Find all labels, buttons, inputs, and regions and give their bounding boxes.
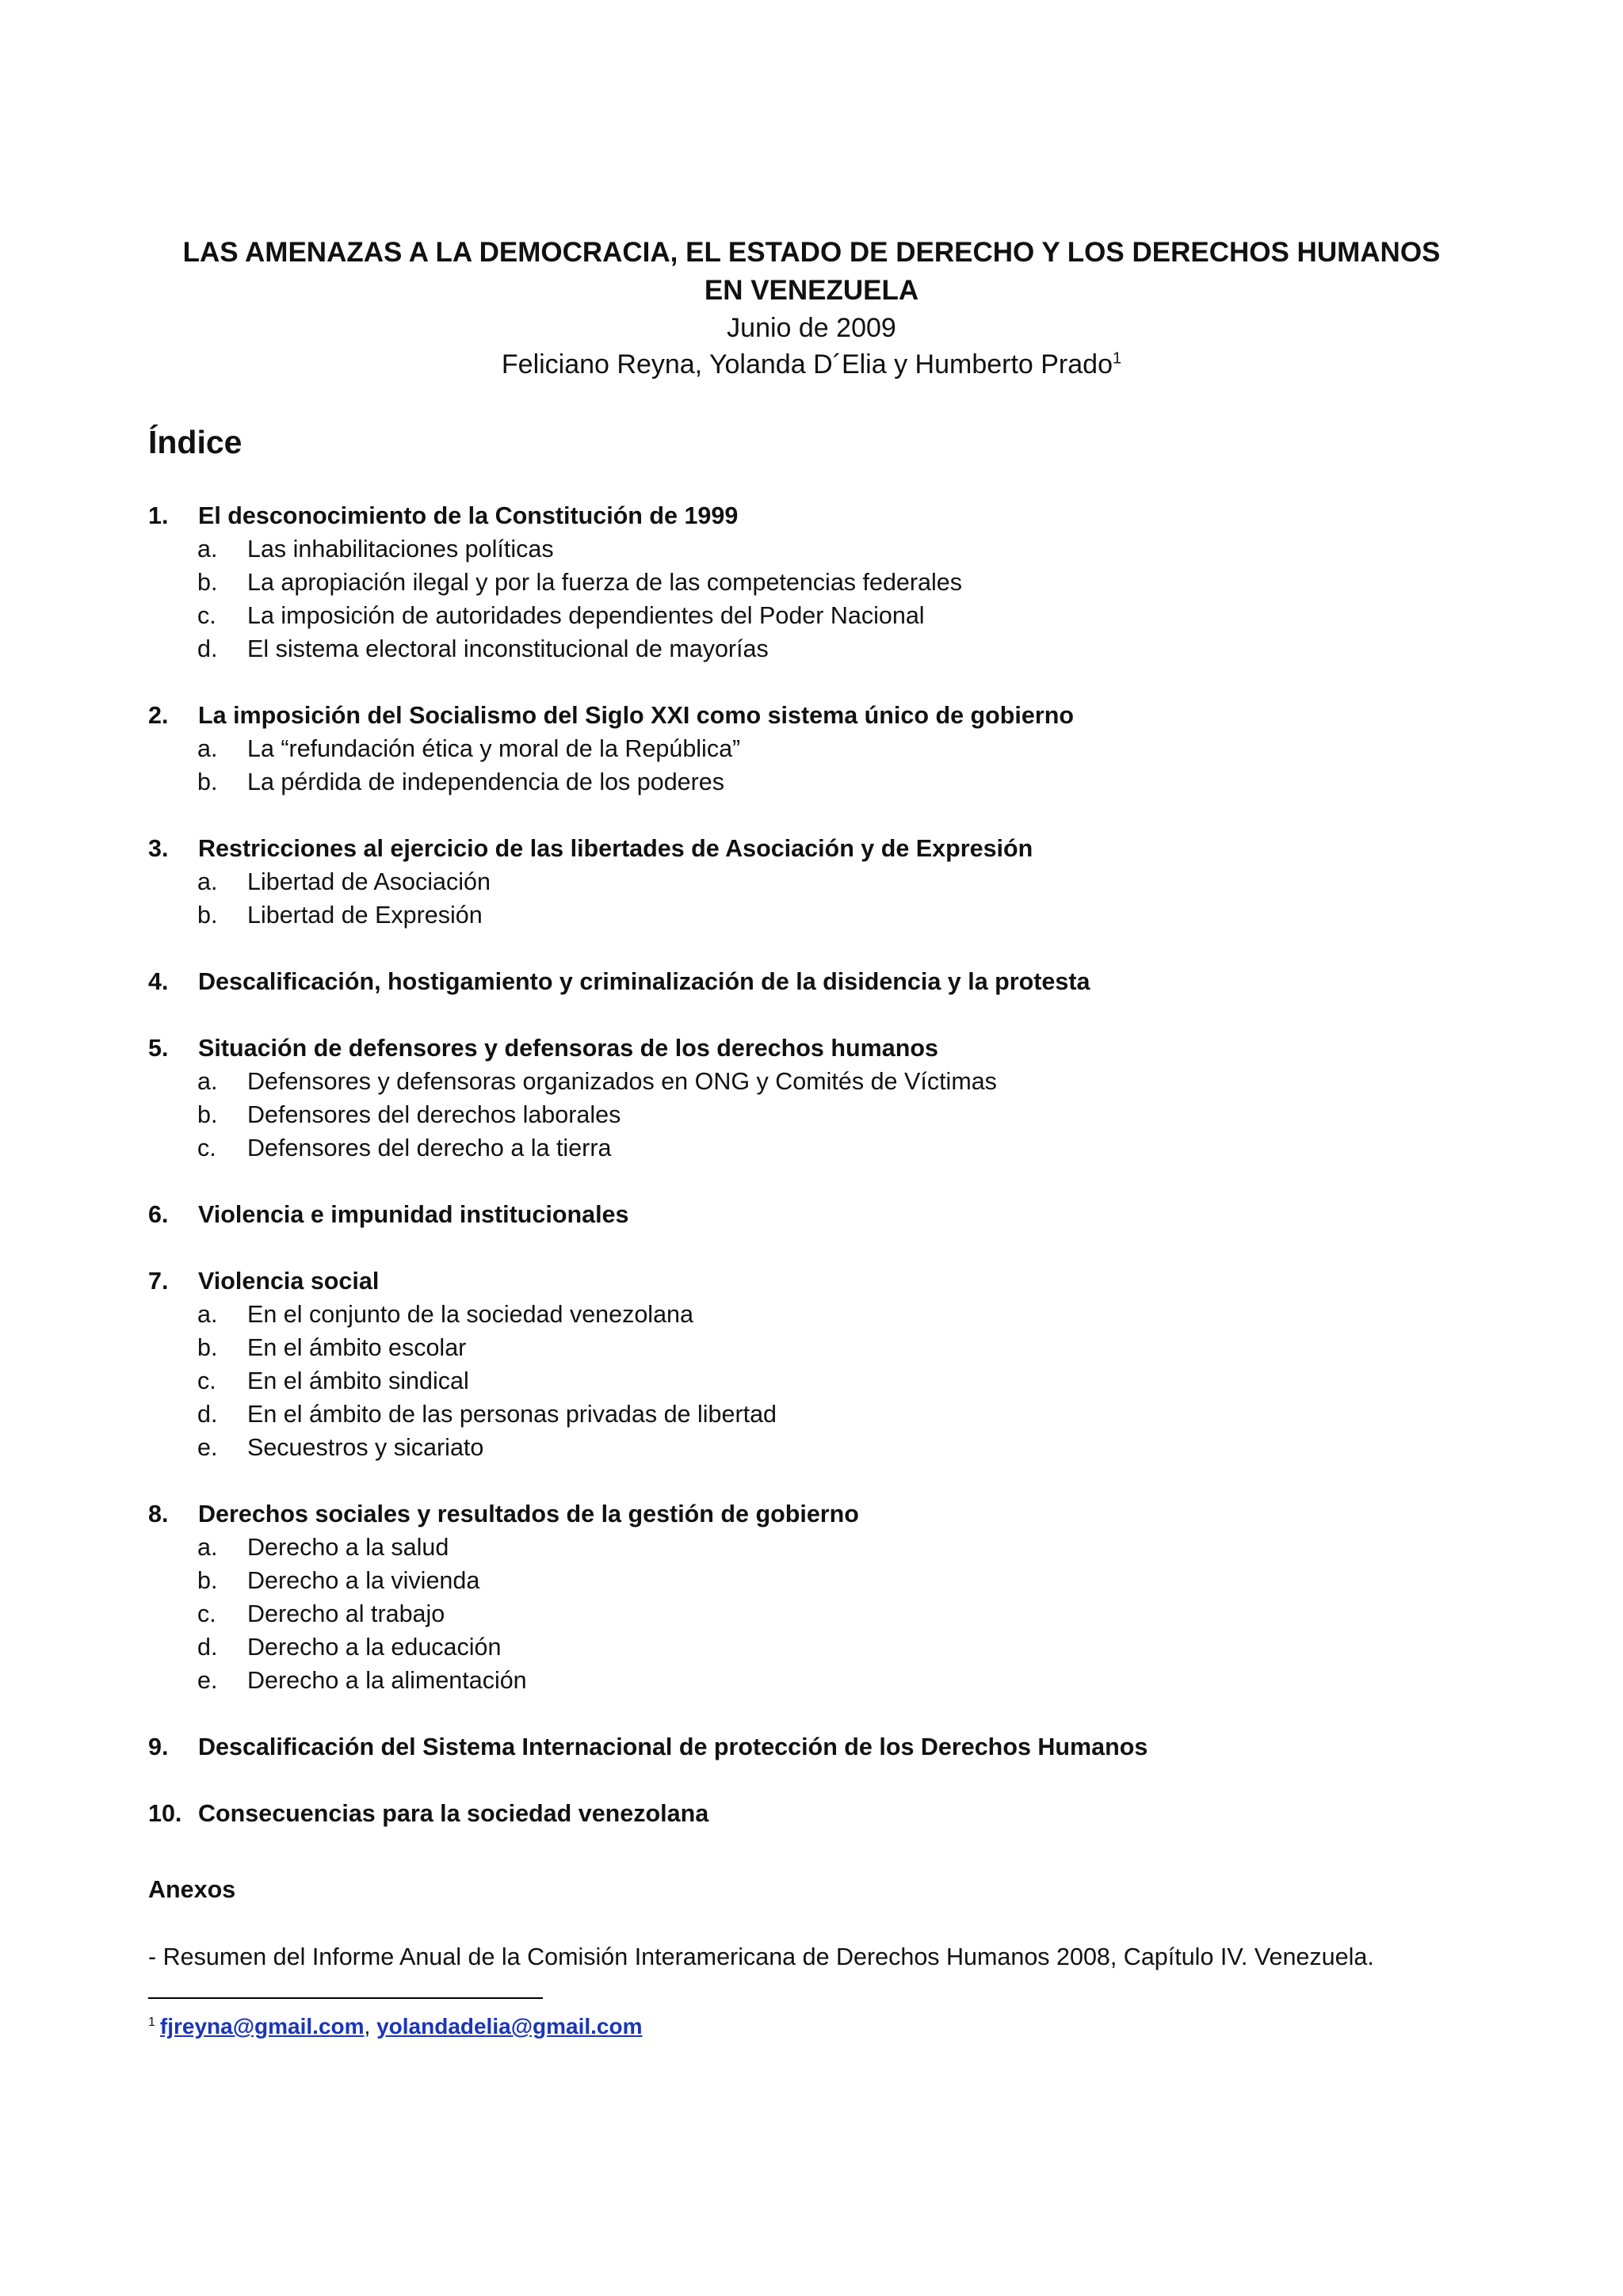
footnote [148,2012,642,2041]
footnote-mark: 1 [148,2015,155,2029]
toc-subitem-letter: d. [197,1634,218,1661]
toc-subitem[interactable] [148,1098,1495,1131]
toc-subitem[interactable] [148,1664,1495,1697]
anexos-heading: Anexos [148,1876,236,1903]
toc-subitem[interactable] [148,1398,1495,1431]
toc-subitem[interactable] [148,865,1495,898]
toc-item[interactable] [148,1797,1495,1830]
toc-section [148,1730,1495,1764]
anexo-item: - Resumen del Informe Anual de la Comisión Interamericana de Derechos Humanos 2008, Capítulo IV. Venezuela. [148,1943,1374,1970]
toc-subitem-text: Defensores y defensoras organizados en ONG y Comités de Víctimas [247,1068,997,1095]
toc-subitem-letter: c. [197,602,216,629]
toc-item-number: 2. [148,702,169,729]
toc-item-title: La imposición del Socialismo del Siglo XXI como sistema único de gobierno [198,702,1074,729]
toc-subitem-letter: a. [197,1068,218,1095]
toc-subitem-text: Las inhabilitaciones políticas [247,536,554,563]
document-title-line1: LAS AMENAZAS A LA DEMOCRACIA, EL ESTADO DE DERECHO Y LOS DERECHOS HUMANOS [182,237,1441,268]
toc-subitem-letter: b. [197,569,218,596]
toc-item-number: 7. [148,1268,169,1295]
toc-item-title: Derechos sociales y resultados de la gestión de gobierno [198,1501,859,1527]
toc-section [148,499,1495,666]
toc-section [148,965,1495,998]
toc-item-number: 5. [148,1035,169,1062]
footnote-reference[interactable]: 1 [1112,349,1122,368]
toc-subitem[interactable] [148,1298,1495,1331]
toc-item[interactable] [148,1497,1495,1531]
toc-subitem-letter: d. [197,1401,218,1428]
toc-subitem[interactable] [148,765,1495,799]
toc-subitem-text: Libertad de Expresión [247,902,483,929]
toc-section [148,1797,1495,1830]
toc-section [148,832,1495,932]
toc-subitem[interactable] [148,732,1495,765]
toc-item-number: 10. [148,1800,182,1827]
toc-subitem-letter: e. [197,1434,218,1461]
toc-subitem[interactable] [148,1131,1495,1165]
toc-item-number: 1. [148,502,169,529]
toc-subitem[interactable] [148,1331,1495,1364]
toc-item[interactable] [148,965,1495,998]
toc-section [148,1497,1495,1697]
toc-item[interactable] [148,1032,1495,1065]
toc-section [148,1264,1495,1464]
toc-item-number: 3. [148,835,169,862]
toc-item[interactable] [148,832,1495,865]
toc-subitem-text: En el conjunto de la sociedad venezolana [247,1301,693,1328]
toc-subitem-letter: d. [197,635,218,662]
toc-item-title: Descalificación del Sistema Internacional de protección de los Derechos Humanos [198,1733,1148,1760]
toc-subitem-text: En el ámbito escolar [247,1334,467,1361]
toc-subitem-text: En el ámbito de las personas privadas de libertad [247,1401,777,1428]
toc-subitem-text: Derecho a la salud [247,1534,449,1561]
toc-item[interactable] [148,1730,1495,1764]
toc-subitem-letter: e. [197,1667,218,1694]
toc-item-title: Restricciones al ejercicio de las libertades de Asociación y de Expresión [198,835,1033,862]
toc-subitem-text: Derecho a la vivienda [247,1567,480,1594]
toc-subitem-text: La pérdida de independencia de los poderes [247,769,725,795]
toc-section [148,1198,1495,1231]
toc-subitem-letter: b. [197,1567,218,1594]
toc-subitem[interactable] [148,532,1495,566]
toc-item[interactable] [148,699,1495,732]
toc-subitem-text: La imposición de autoridades dependientes del Poder Nacional [247,602,925,629]
toc-item[interactable] [148,499,1495,532]
toc-subitem-letter: c. [197,1600,216,1627]
toc-subitem[interactable] [148,632,1495,666]
toc-item[interactable] [148,1264,1495,1298]
toc-subitem[interactable] [148,599,1495,632]
toc-subitem-text: En el ámbito sindical [247,1367,469,1394]
toc-subitem-text: Libertad de Asociación [247,868,491,895]
toc-subitem-text: Derecho al trabajo [247,1600,445,1627]
toc-subitem-text: El sistema electoral inconstitucional de mayorías [247,635,769,662]
toc-subitem-letter: c. [197,1367,216,1394]
toc-item-number: 4. [148,968,169,995]
toc-item-number: 8. [148,1501,169,1527]
email-link-fjreyna[interactable]: fjreyna@gmail.com [159,2014,365,2039]
toc-item-title: Consecuencias para la sociedad venezolana [198,1800,709,1827]
toc-item-title: Descalificación, hostigamiento y criminalización de la disidencia y la protesta [198,968,1090,995]
toc-section [148,699,1495,799]
toc-subitem[interactable] [148,566,1495,599]
toc-item-title: Situación de defensores y defensoras de los derechos humanos [198,1035,938,1062]
toc-subitem[interactable] [148,1531,1495,1564]
toc-subitem-letter: b. [197,1101,218,1128]
toc-subitem-letter: a. [197,1301,218,1328]
toc-subitem-letter: a. [197,735,218,762]
document-authors [0,346,1623,383]
footnote-divider [148,1997,543,1999]
footnote-separator: , [364,2014,377,2039]
toc-subitem-letter: b. [197,769,218,795]
authors-text: Feliciano Reyna, Yolanda D´Elia y Humberto Prado [501,349,1113,379]
toc-item[interactable] [148,1198,1495,1231]
document-title-line2: EN VENEZUELA [704,275,919,306]
document-date: Junio de 2009 [727,313,896,343]
toc-subitem-letter: a. [197,536,218,563]
toc-subitem[interactable] [148,1364,1495,1398]
toc-subitem-text: Derecho a la educación [247,1634,502,1661]
toc-subitem[interactable] [148,1597,1495,1630]
toc-item-number: 9. [148,1733,169,1760]
toc-subitem[interactable] [148,1431,1495,1464]
table-of-contents [148,499,1495,1863]
toc-subitem[interactable] [148,1564,1495,1597]
toc-subitem-text: Defensores del derecho a la tierra [247,1135,612,1161]
toc-item-title: Violencia social [198,1268,380,1295]
toc-subitem-text: La “refundación ética y moral de la República” [247,735,741,762]
toc-subitem-letter: b. [197,1334,218,1361]
toc-subitem[interactable] [148,898,1495,932]
document-header [0,234,1623,383]
toc-subitem[interactable] [148,1630,1495,1664]
toc-subitem-text: Defensores del derechos laborales [247,1101,621,1128]
toc-subitem-letter: c. [197,1135,216,1161]
toc-item-title: Violencia e impunidad institucionales [198,1201,629,1228]
toc-section [148,1032,1495,1165]
toc-subitem-letter: a. [197,868,218,895]
index-heading: Índice [148,424,242,460]
email-link-yolandadelia[interactable]: yolandadelia@gmail.com [376,2014,643,2039]
toc-item-number: 6. [148,1201,169,1228]
toc-subitem-text: La apropiación ilegal y por la fuerza de las competencias federales [247,569,962,596]
toc-subitem-letter: a. [197,1534,218,1561]
toc-subitem-letter: b. [197,902,218,929]
toc-subitem-text: Derecho a la alimentación [247,1667,527,1694]
toc-subitem-text: Secuestros y sicariato [247,1434,484,1461]
toc-subitem[interactable] [148,1065,1495,1098]
toc-item-title: El desconocimiento de la Constitución de 1999 [198,502,739,529]
